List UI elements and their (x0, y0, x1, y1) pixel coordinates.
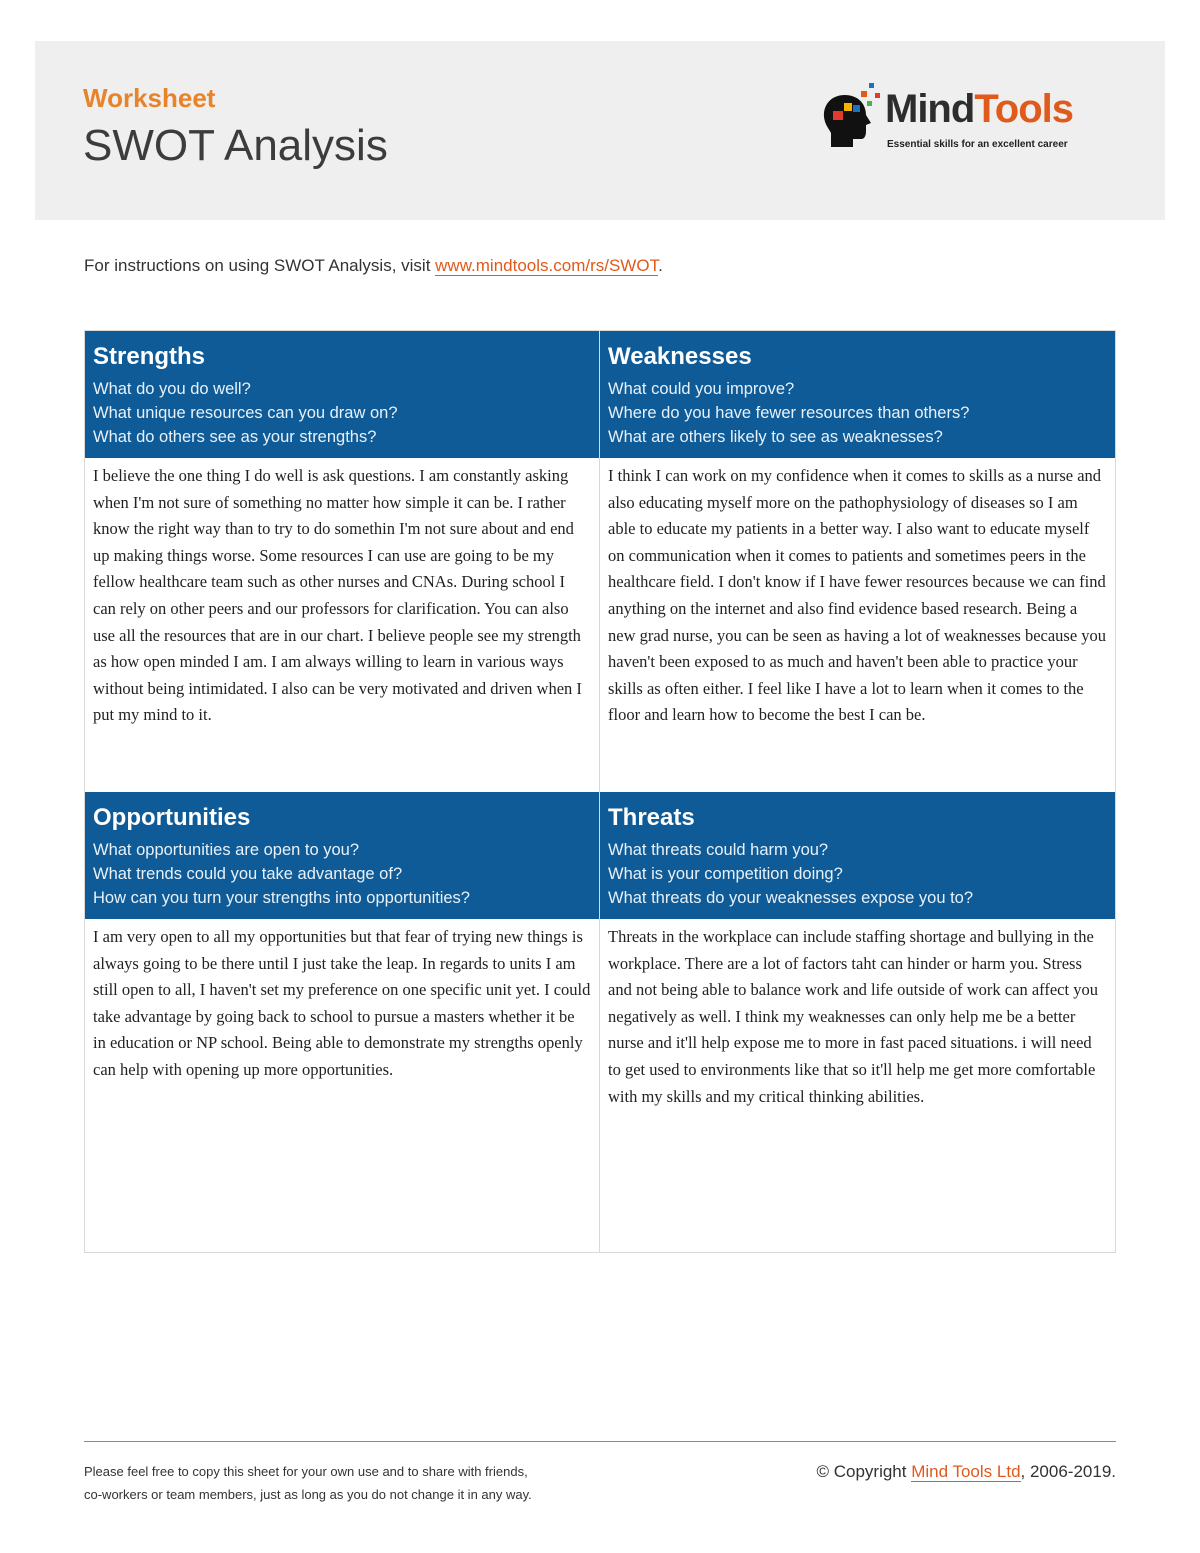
instructions-text (84, 256, 663, 276)
copyright-suffix: , 2006-2019. (1020, 1462, 1116, 1481)
strengths-title: Strengths (93, 343, 206, 370)
head-silhouette-icon (819, 81, 883, 153)
strengths-answer[interactable]: I believe the one thing I do well is ask questions. I am constantly asking when I'm not sure of something no matter how simple it can be. I rather know the right way than to try to do somethin I'm not sure about and end up making things worse. Some resources I can use are going to be my fellow healthcare team such as other nurses and CNAs. During school I can rely on other peers and our professors for clarification. You can also use all the resources that are in our chart. I believe people see my strength as how open minded I am. I am always willing to learn in various ways without being intimidated. I also can be very motivated and driven when I put my mind to it. (93, 466, 582, 725)
mindtools-ltd-link[interactable]: Mind Tools Ltd (911, 1462, 1021, 1481)
instructions-prefix: For instructions on using SWOT Analysis, visit (84, 256, 436, 275)
opportunities-question: What opportunities are open to you? (93, 841, 360, 859)
footer-copyright (816, 1462, 1116, 1482)
strengths-question: What unique resources can you draw on? (93, 404, 398, 422)
footer-note-line: co-workers or team members, just as long as you do not change it in any way. (84, 1487, 532, 1502)
threats-question: What threats could harm you? (608, 841, 829, 859)
mindtools-logo (819, 81, 1119, 161)
swot-grid (84, 330, 1116, 1253)
weaknesses-title: Weaknesses (608, 343, 752, 370)
instructions-suffix: . (658, 256, 663, 275)
opportunities-question: What trends could you take advantage of? (93, 865, 403, 883)
logo-word-mind: Mind (885, 87, 975, 131)
worksheet-label: Worksheet (83, 83, 216, 113)
footer-note-line: Please feel free to copy this sheet for your own use and to share with friends, (84, 1464, 528, 1479)
logo-tagline: Essential skills for an excellent career (887, 139, 1068, 150)
opportunities-answer[interactable]: I am very open to all my opportunities but that fear of trying new things is always going to be there until I just take the leap. In regards to units I am still open to all, I haven't set my preference on one specific unit yet. I could take advantage by going back to school to pursue a masters whether it be in education or NP school. Being able to demonstrate my strengths openly can help with opening up more opportunities. (93, 927, 591, 1079)
opportunities-title: Opportunities (93, 804, 251, 831)
weaknesses-answer[interactable]: I think I can work on my confidence when it comes to skills as a nurse and also educating myself more on the pathophysiology of diseases so I am able to educate my patients in a better way. I also want to educate myself on communication when it comes to patients and sometimes peers in the healthcare field. I don't know if I have fewer resources because we can find anything on the internet and also find evidence based research. Being a new grad nurse, you can be seen as having a lot of weaknesses because you haven't been exposed to as much and haven't been able to practice your skills as often either. I feel like I have a lot to learn when it comes to the floor and learn how to become the best I can be. (608, 466, 1107, 725)
logo-wordmark (885, 87, 1073, 132)
threats-header (600, 792, 1115, 919)
opportunities-question: How can you turn your strengths into opportunities? (93, 889, 470, 907)
threats-question: What is your competition doing? (608, 865, 843, 883)
swot-instructions-link[interactable]: www.mindtools.com/rs/SWOT (435, 256, 659, 275)
weaknesses-question: What are others likely to see as weaknesses? (608, 428, 943, 446)
threats-answer[interactable]: Threats in the workplace can include staffing shortage and bullying in the workplace. There are a lot of factors taht can hinder or harm you. Stress and not being able to balance work and life outside of work can affect you negatively as well. I think my weaknesses can only help me be a better nurse and it'll help expose me to more in fast paced situations. i will need to get used to environments like that so it'll help me get more comfortable with my skills and my critical thinking abilities. (608, 927, 1098, 1106)
threats-title: Threats (608, 804, 695, 831)
page-title: SWOT Analysis (83, 121, 388, 170)
weaknesses-header (600, 331, 1115, 458)
strengths-question: What do you do well? (93, 380, 251, 398)
strengths-question: What do others see as your strengths? (93, 428, 377, 446)
footer-divider (84, 1441, 1116, 1442)
copyright-prefix: © Copyright (816, 1462, 912, 1481)
weaknesses-question: What could you improve? (608, 380, 795, 398)
opportunities-header (85, 792, 599, 919)
weaknesses-question: Where do you have fewer resources than others? (608, 404, 970, 422)
logo-word-tools: Tools (974, 87, 1074, 131)
footer-note (84, 1460, 532, 1506)
threats-question: What threats do your weaknesses expose you to? (608, 889, 974, 907)
strengths-header (85, 331, 599, 458)
page-header (35, 41, 1165, 220)
